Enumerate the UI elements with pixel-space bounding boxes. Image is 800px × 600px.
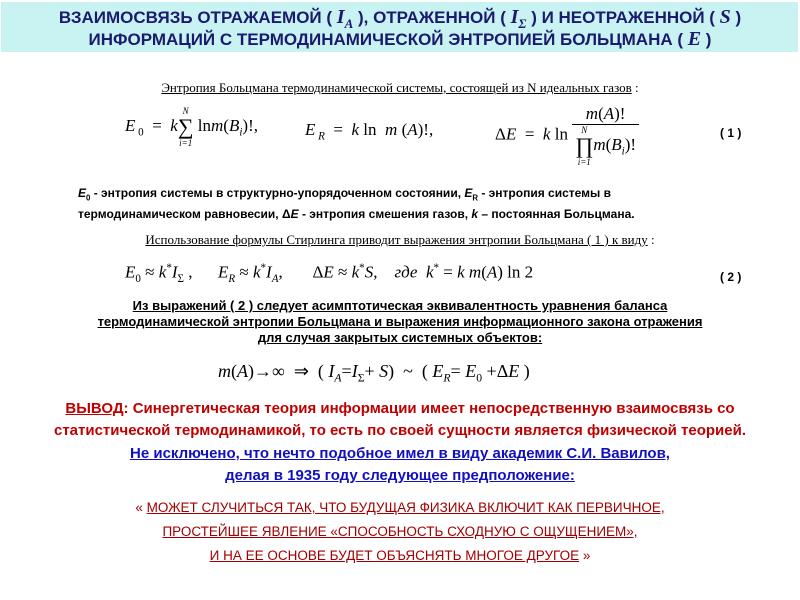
section3-text: Из выражений ( 2 ) следует асимптотическая эквивалентность уравнения баланса термодинамической энтропии Больцмана и выражения информационного закона отражения для случая закрытых системных объектов: <box>97 298 703 345</box>
vavilov-quote: « МОЖЕТ СЛУЧИТЬСЯ ТАК, ЧТО БУДУЩАЯ ФИЗИКА ВКЛЮЧИТ КАК ПЕРВИЧНОЕ, ПРОСТЕЙШЕЕ ЯВЛЕНИЕ «СПОСОБНОСТЬ СХОДНУЮ С ОЩУЩЕНИЕМ», И НА ЕЕ ОСНОВЕ БУДЕТ ОБЪЯСНЯТЬ МНОГОЕ ДРУГОЕ » <box>135 500 665 563</box>
equation-number-1: ( 1 ) <box>720 126 742 140</box>
conclusion: ВЫВОД: Синергетическая теория информации имеет непосредственную взаимосвязь со статистической термодинамикой, то есть по своей сущности является физической теорией. <box>53 400 747 439</box>
section2-caption: Использование формулы Стирлинга приводит выражения энтропии Больцмана ( 1 ) к виду : <box>145 232 655 247</box>
formula-ER: E $_R$ = k ln m (A)!, <box>305 120 434 143</box>
title-line-1: ВЗАИМОСВЯЗЬ ОТРАЖАЕМОЙ ( $I_A$ ), ОТРАЖЕННОЙ ( $I_\Sigma$ ) И НЕОТРАЖЕННОЙ ( S ) <box>58 6 742 31</box>
formula-asymptotic: m(A)→∞ ⇒ ( $I_A=I_\Sigma+ S$) ~ ( $E_R= E_0 +\Delta E$ ) <box>218 361 530 385</box>
title-line-2: ИНФОРМАЦИЙ С ТЕРМОДИНАМИЧЕСКОЙ ЭНТРОПИЕЙ БОЛЬЦМАНА ( E ) <box>88 28 712 50</box>
variable-description: $E_0$ - энтропия системы в структурно-упорядоченном состоянии, $E_R$ - энтропия системы в термодинамическом равновесии, ΔE - энтропия смешения газов, k – постоянная Больцмана. <box>78 186 635 222</box>
formula-stirling: $E_0 \approx k^*I_\Sigma$ , $E_R \approx k^*I_A$, ΔE ≈ k*S, где k* = k m(A) ln 2 <box>125 262 534 286</box>
section1-caption: Энтропия Больцмана термодинамической системы, состоящей из N идеальных газов : <box>161 80 639 95</box>
formula-E0: E $_0$ = k N ∑ i=1 $\ln m(B_i)$!, <box>125 106 258 148</box>
vavilov-note: Не исключено, что нечто подобное имел в виду академик С.И. Вавилов, делая в 1935 году следующее предположение: <box>130 445 670 484</box>
formula-deltaE: ΔE = k ln m(A)! N ∏ i=1 $m(B_i)$! <box>495 104 639 167</box>
equation-number-2: ( 2 ) <box>720 270 742 284</box>
